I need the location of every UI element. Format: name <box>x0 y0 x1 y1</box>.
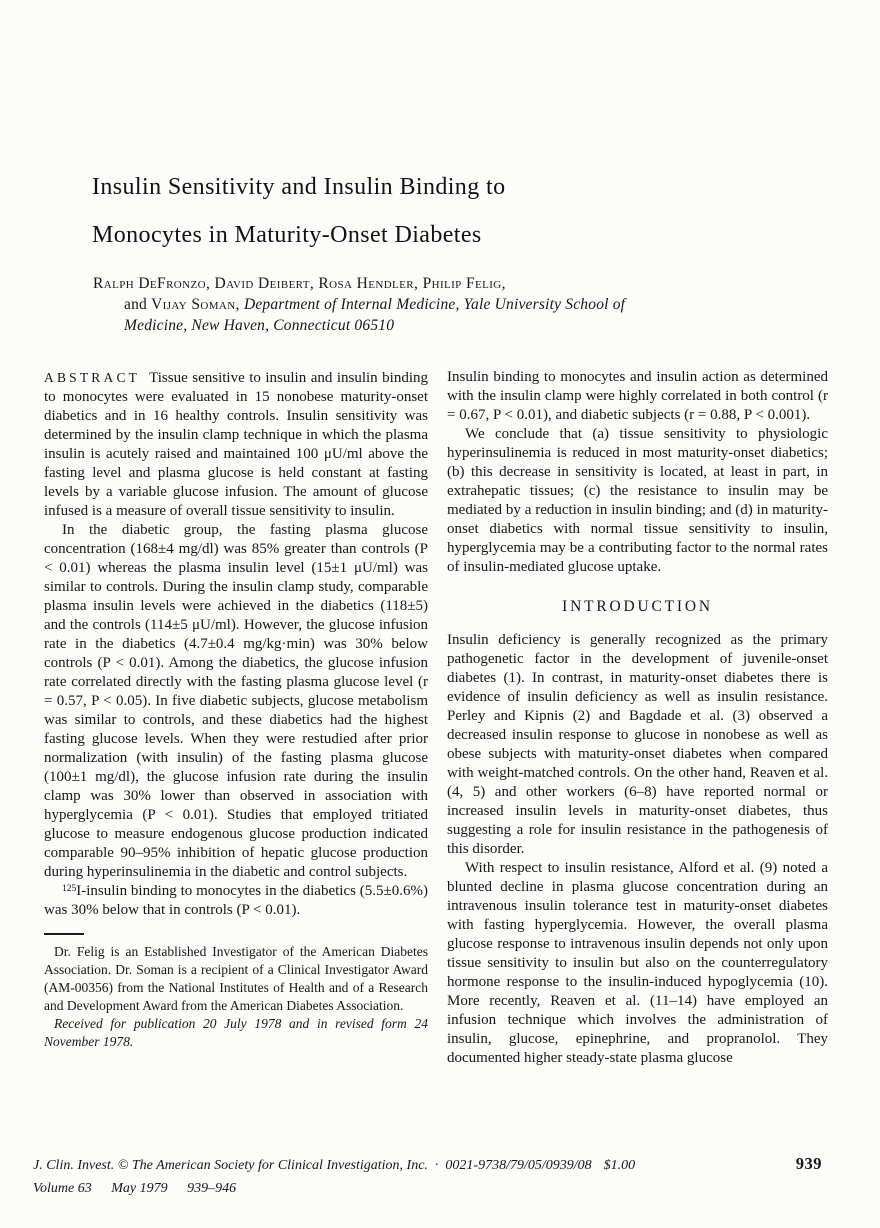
author-block <box>93 273 625 336</box>
issue-date: May 1979 <box>111 1181 168 1196</box>
page-footer <box>33 1152 822 1200</box>
abstract-paragraph-5: We conclude that (a) tissue sensitivity to physiologic hyperinsulinemia is reduced in most maturity-onset diabetics; (b) this decrease in sensitivity is located, at least in part, in extrahepatic tissues; (c) the resistance to insulin may be mediated by a reduction in insulin binding; and (d) in maturity-onset diabetics with normal tissue sensitivity to insulin, hyperglycemia may be a contributing factor to the normal rates of insulin-mediated glucose uptake. <box>447 426 828 575</box>
isotope-superscript: 125 <box>62 884 77 894</box>
footer-separator: · <box>434 1158 439 1173</box>
author-names: Ralph DeFronzo, David Deibert, Rosa Hendler, Philip Felig, <box>93 275 506 292</box>
author-names-line2 <box>93 294 625 315</box>
introduction-heading: INTRODUCTION <box>562 598 713 615</box>
affiliation: Department of Internal Medicine, Yale University School of <box>239 296 626 313</box>
article-title-line2: Monocytes in Maturity-Onset Diabetes <box>92 222 482 248</box>
abstract-paragraph-3-text: I-insulin binding to monocytes in the diabetics (5.5±0.6%) was 30% below that in controls (P < 0.01). <box>44 883 428 918</box>
footnote-block <box>44 933 428 1051</box>
abstract-paragraph-1-text: Tissue sensitive to insulin and insulin binding to monocytes were evaluated in 15 nonobese maturity-onset diabetics and in 16 healthy controls. Insulin sensitivity was determined by the insulin clamp technique in which the plasma insulin is acutely raised and maintained 100 μU/ml above the fasting level and plasma glucose is held constant at fasting levels by a variable glucose infusion. The amount of glucose infused is a measure of overall tissue sensitivity to insulin. <box>44 370 428 519</box>
abstract-paragraph-4: Insulin binding to monocytes and insulin action as determined with the insulin clamp were highly correlated in both control (r = 0.67, P < 0.01), and diabetic subjects (r = 0.88, P < 0.001). <box>447 369 828 423</box>
page-number: 939 <box>795 1154 822 1173</box>
copyright-line <box>33 1152 822 1177</box>
author-name-soman: Vijay Soman, <box>151 296 240 313</box>
page-range: 939–946 <box>187 1181 237 1196</box>
author-and: and <box>124 296 152 313</box>
right-column <box>447 368 828 1068</box>
footnote-text: Dr. Felig is an Established Investigator of the American Diabetes Association. Dr. Soman is a recipient of a Clinical Investigator Award (AM-00356) from the National Institutes of Health and of a Research and Development Award from the American Diabetes Association. <box>44 944 428 1013</box>
article-title <box>92 163 505 259</box>
abstract-paragraph-3 <box>44 882 428 920</box>
volume-line <box>33 1177 822 1200</box>
left-column <box>44 368 428 1068</box>
article-body <box>44 368 828 1068</box>
price: $1.00 <box>603 1158 636 1173</box>
abstract-label: ABSTRACT <box>44 370 141 385</box>
article-title-line1: Insulin Sensitivity and Insulin Binding to <box>92 174 506 200</box>
abstract-paragraph-1 <box>44 368 428 521</box>
footnote-rule <box>44 933 84 935</box>
author-names-line1 <box>93 273 625 294</box>
journal-credit: J. Clin. Invest. © The American Society for Clinical Investigation, Inc. <box>33 1158 428 1173</box>
received-note: Received for publication 20 July 1978 and in revised form 24 November 1978. <box>44 1016 428 1049</box>
affiliation-continued: Medicine, New Haven, Connecticut 06510 <box>124 317 395 334</box>
introduction-paragraph-2: With respect to insulin resistance, Alford et al. (9) noted a blunted decline in plasma glucose concentration during an intravenous insulin tolerance test in maturity-onset diabetes with fasting hyperglycemia. However, the overall plasma glucose response to intravenous insulin depends not only upon tissue sensitivity to insulin but also on the counterregulatory hormone response to the insulin-induced hypoglycemia (10). More recently, Reaven et al. (11–14) have employed an infusion technique which involves the administration of insulin, glucose, epinephrine, and propranolol. They documented higher steady-state plasma glucose <box>447 860 828 1066</box>
abstract-paragraph-2: In the diabetic group, the fasting plasma glucose concentration (168±4 mg/dl) was 85% greater than controls (P < 0.01) whereas the plasma insulin level (15±1 μU/ml) was similar to controls. During the insulin clamp study, comparable plasma insulin levels were achieved in the diabetics (118±5) and the controls (114±5 μU/ml). However, the glucose infusion rate in the diabetics (4.7±0.4 mg/kg·min) was 30% below controls (P < 0.01). Among the diabetics, the glucose infusion rate correlated directly with the fasting plasma glucose level (r = 0.57, P < 0.05). In five diabetic subjects, glucose metabolism was similar to controls, and these diabetics had the highest fasting glucose levels. When they were restudied after prior normalization (with insulin) of the fasting plasma glucose (100±1 mg/dl), the glucose infusion rate during the insulin clamp was 30% lower than observed in association with hyperglycemia (P < 0.01). Studies that employed tritiated glucose to measure endogenous glucose production indicated comparable 90–95% inhibition of hepatic glucose production during hyperinsulinemia in the diabetic and control subjects. <box>44 522 428 880</box>
introduction-paragraph-1: Insulin deficiency is generally recognized as the primary pathogenetic factor in the development of juvenile-onset diabetes (1). In contrast, in maturity-onset diabetes there is evidence of insulin deficiency as well as insulin resistance. Perley and Kipnis (2) and Bagdade et al. (3) observed a decreased insulin response to glucose in nonobese as well as obese subjects with maturity-onset diabetes when compared with weight-matched controls. On the other hand, Reaven et al. (4, 5) and other workers (6–8) have reported normal or increased insulin levels in maturity-onset diabetes, thus suggesting a role for insulin resistance in the pathogenesis of this disorder. <box>447 632 828 857</box>
issn-code: 0021-9738/79/05/0939/08 <box>445 1158 592 1173</box>
volume: Volume 63 <box>33 1181 92 1196</box>
